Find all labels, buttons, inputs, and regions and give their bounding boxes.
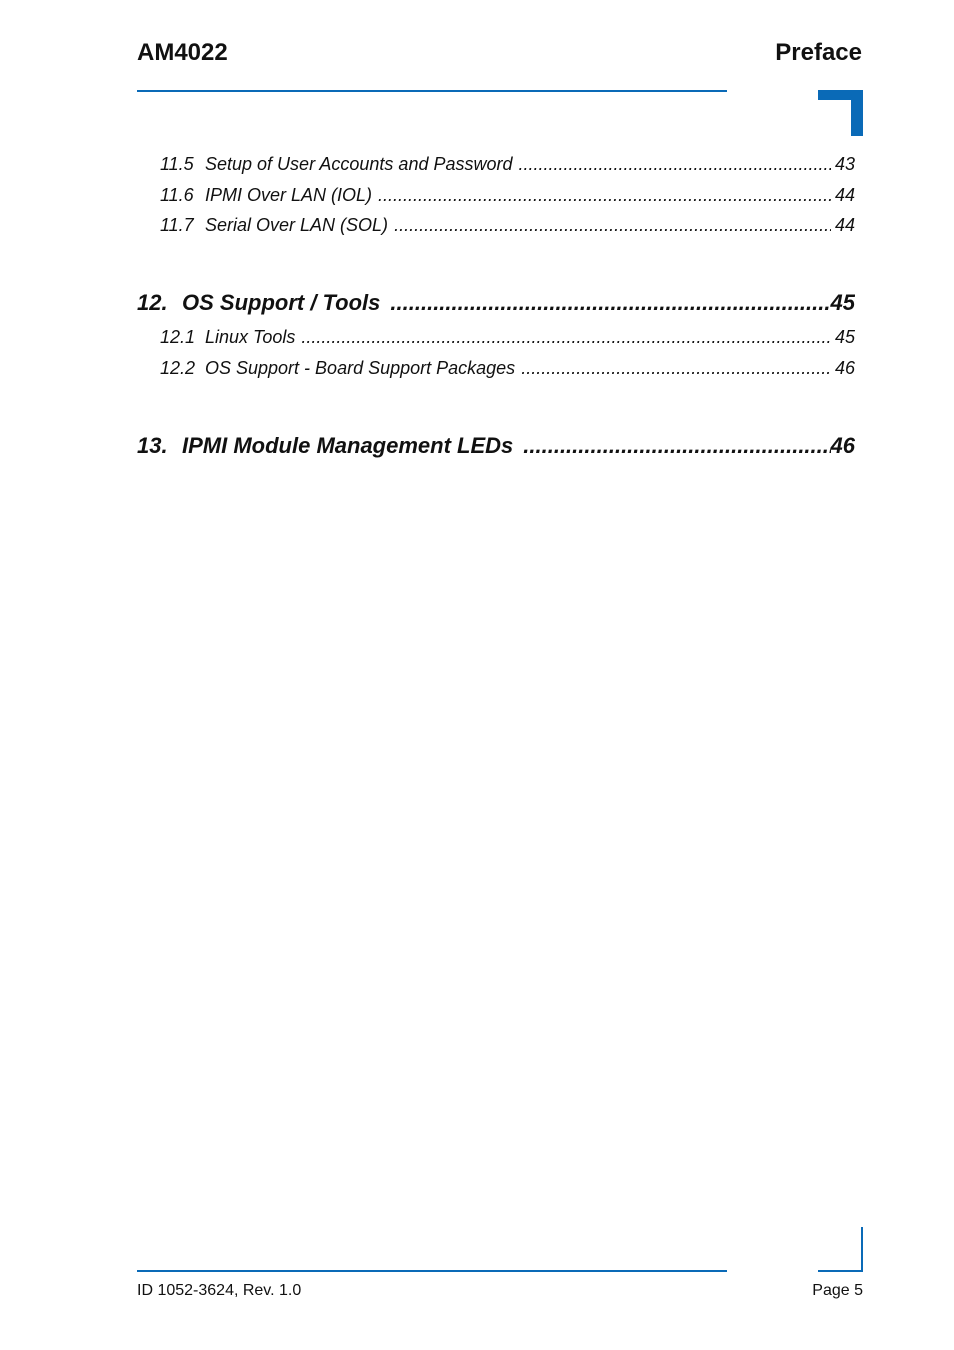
footer-divider <box>137 1270 727 1272</box>
toc-dot-leader <box>519 153 831 175</box>
toc-entry-number: 11.6 <box>160 185 194 205</box>
toc-chapter-page: 46 <box>830 433 855 458</box>
toc-entry-11-5[interactable] <box>160 153 855 175</box>
toc-chapter-title: IPMI Module Management LEDs <box>182 433 514 458</box>
toc-entry-number: 11.7 <box>160 215 194 235</box>
toc-entry-12-2[interactable] <box>160 357 855 379</box>
footer-document-id: ID 1052-3624, Rev. 1.0 <box>137 1282 302 1299</box>
toc-chapter-page: 45 <box>830 290 855 315</box>
toc-entry-number: 12.2 <box>160 358 196 378</box>
toc-chapter-13[interactable] <box>137 432 855 460</box>
toc-dot-leader <box>390 289 830 317</box>
toc-entry-page: 43 <box>834 154 855 174</box>
header-corner-mark-vertical <box>851 90 863 136</box>
header-product-title: AM4022 <box>137 39 228 66</box>
toc-entry-page: 46 <box>834 358 855 378</box>
toc-chapter-title: OS Support / Tools <box>182 290 381 315</box>
toc-entry-number: 11.5 <box>160 154 194 174</box>
toc-entry-page: 44 <box>834 185 855 205</box>
toc-entry-11-6[interactable] <box>160 184 855 206</box>
toc-dot-leader <box>301 326 831 348</box>
toc-dot-leader <box>394 214 831 236</box>
footer-corner-mark-vertical <box>861 1227 863 1272</box>
toc-entry-number: 12.1 <box>160 327 196 347</box>
toc-entry-11-7[interactable] <box>160 214 855 236</box>
toc-entry-title: Setup of User Accounts and Password <box>205 154 513 174</box>
header-section-title: Preface <box>775 39 862 66</box>
toc-entry-title: OS Support - Board Support Packages <box>205 358 516 378</box>
toc-entry-page: 44 <box>834 215 855 235</box>
toc-dot-leader <box>521 357 831 379</box>
toc-entry-title: Serial Over LAN (SOL) <box>205 215 389 235</box>
toc-entry-page: 45 <box>834 327 855 347</box>
toc-dot-leader <box>378 184 831 206</box>
footer-page-number: Page 5 <box>812 1282 863 1299</box>
toc-entry-12-1[interactable] <box>160 326 855 348</box>
footer-corner-mark <box>818 1270 863 1272</box>
toc-dot-leader <box>523 432 830 460</box>
header-divider <box>137 90 727 92</box>
toc-chapter-12[interactable] <box>137 289 855 317</box>
toc-entry-title: Linux Tools <box>205 327 296 347</box>
toc-entry-title: IPMI Over LAN (IOL) <box>205 185 373 205</box>
toc-chapter-number: 12. <box>137 290 168 315</box>
toc-chapter-number: 13. <box>137 433 168 458</box>
